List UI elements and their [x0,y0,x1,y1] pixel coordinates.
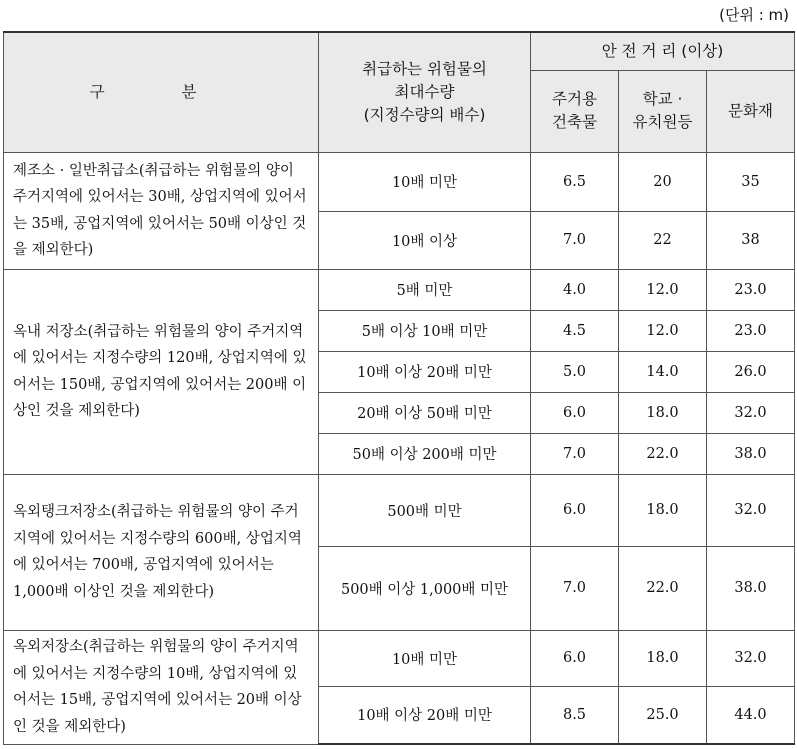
header-category: 구 분 [4,32,319,152]
quantity-cell: 10배 미만 [319,630,531,686]
residential-cell: 5.0 [531,351,619,392]
quantity-cell: 5배 미만 [319,269,531,310]
school-cell: 22 [619,211,707,269]
cultural-cell: 35 [707,152,795,211]
unit-label: (단위 : m) [719,6,789,24]
quantity-cell: 500배 이상 1,000배 미만 [319,546,531,630]
quantity-cell: 10배 이상 20배 미만 [319,686,531,744]
cultural-cell: 23.0 [707,269,795,310]
table-row [4,474,795,546]
cultural-cell: 38 [707,211,795,269]
residential-cell: 7.0 [531,546,619,630]
quantity-cell: 10배 이상 20배 미만 [319,351,531,392]
cultural-cell: 26.0 [707,351,795,392]
school-cell: 20 [619,152,707,211]
cultural-cell: 38.0 [707,433,795,474]
school-cell: 12.0 [619,269,707,310]
residential-cell: 4.0 [531,269,619,310]
residential-cell: 8.5 [531,686,619,744]
quantity-cell: 10배 이상 [319,211,531,269]
quantity-cell: 500배 미만 [319,474,531,546]
school-cell: 18.0 [619,392,707,433]
residential-cell: 7.0 [531,211,619,269]
school-cell: 25.0 [619,686,707,744]
category-cell: 제조소 · 일반취급소(취급하는 위험물의 양이 주거지역에 있어서는 30배, 상업지역에 있어서는 35배, 공업지역에 있어서는 50배 이상인 것을 제외한다) [4,152,319,269]
residential-cell: 6.0 [531,474,619,546]
header-cultural: 문화재 [707,70,795,152]
residential-cell: 6.0 [531,392,619,433]
category-cell: 옥내 저장소(취급하는 위험물의 양이 주거지역에 있어서는 지정수량의 120배, 상업지역에 있어서는 150배, 공업지역에 있어서는 200배 이상인 것을 제외한다) [4,269,319,474]
school-cell: 22.0 [619,433,707,474]
residential-cell: 7.0 [531,433,619,474]
table-row [4,269,795,310]
cultural-cell: 23.0 [707,310,795,351]
cultural-cell: 32.0 [707,474,795,546]
school-cell: 18.0 [619,630,707,686]
cultural-cell: 44.0 [707,686,795,744]
quantity-cell: 5배 이상 10배 미만 [319,310,531,351]
school-cell: 22.0 [619,546,707,630]
school-cell: 14.0 [619,351,707,392]
header-safety-distance: 안 전 거 리 (이상) [531,32,795,70]
header-school: 학교 · 유치원등 [619,70,707,152]
cultural-cell: 32.0 [707,630,795,686]
table-row [4,152,795,211]
header-max-quantity: 취급하는 위험물의 최대수량 (지정수량의 배수) [319,32,531,152]
residential-cell: 4.5 [531,310,619,351]
table-row [4,630,795,686]
quantity-cell: 10배 미만 [319,152,531,211]
cultural-cell: 38.0 [707,546,795,630]
category-cell: 옥외탱크저장소(취급하는 위험물의 양이 주거지역에 있어서는 지정수량의 600배, 상업지역에 있어서는 700배, 공업지역에 있어서는 1,000배 이상인 것을 제외한다) [4,474,319,630]
quantity-cell: 50배 이상 200배 미만 [319,433,531,474]
header-residential: 주거용 건축물 [531,70,619,152]
residential-cell: 6.0 [531,630,619,686]
school-cell: 18.0 [619,474,707,546]
residential-cell: 6.5 [531,152,619,211]
school-cell: 12.0 [619,310,707,351]
quantity-cell: 20배 이상 50배 미만 [319,392,531,433]
safety-distance-table [3,31,795,745]
category-cell: 옥외저장소(취급하는 위험물의 양이 주거지역에 있어서는 지정수량의 10배, 상업지역에 있어서는 15배, 공업지역에 있어서는 20배 이상인 것을 제외한다) [4,630,319,744]
cultural-cell: 32.0 [707,392,795,433]
